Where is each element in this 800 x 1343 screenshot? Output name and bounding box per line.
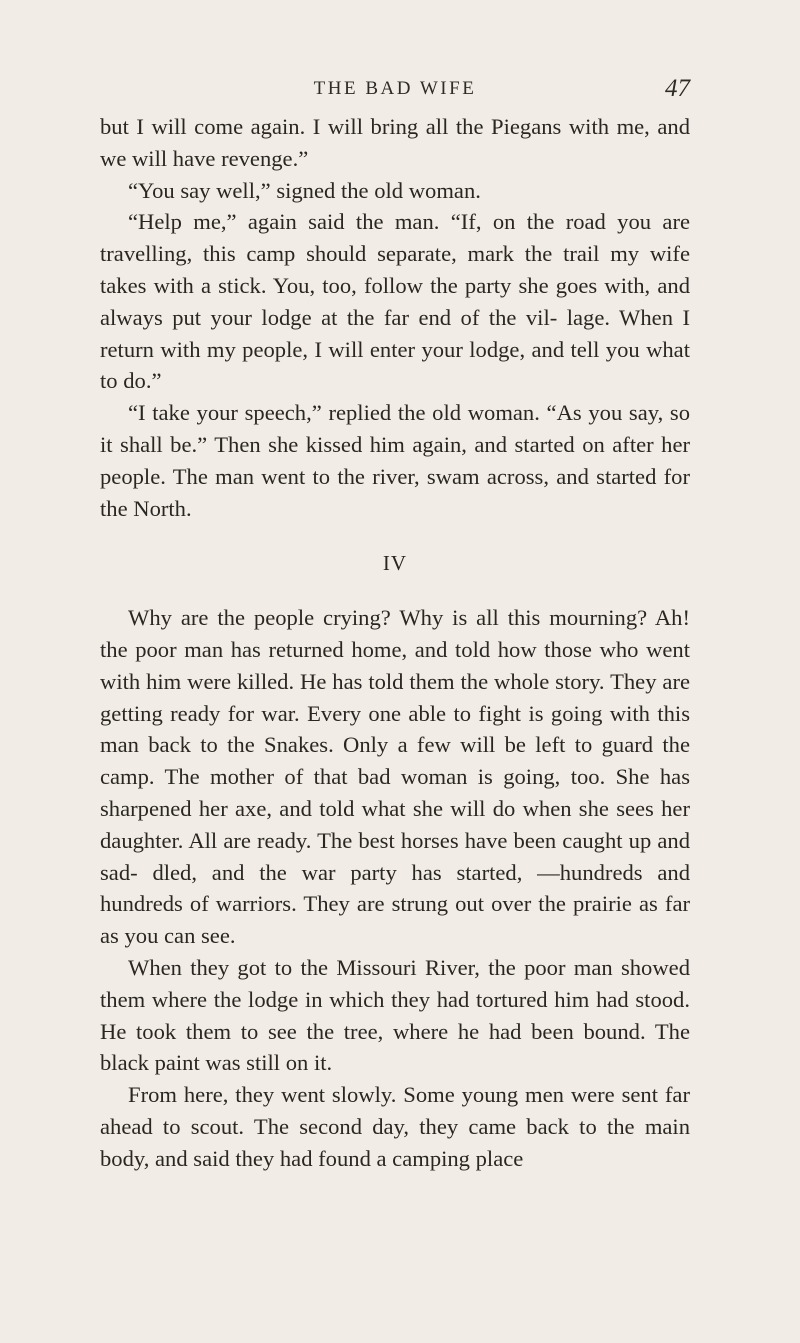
- section-heading: IV: [382, 551, 408, 576]
- paragraph: “You say well,” signed the old woman.: [128, 177, 481, 203]
- paragraph: but I will come again. I will bring all the Piegans with me, and we will have revenge.”: [100, 114, 690, 171]
- running-head: [100, 75, 690, 108]
- page-number: 47: [665, 75, 690, 102]
- paragraph: “I take your speech,” replied the old woman. “As you say, so it shall be.” Then she kissed him again, and started on after her people. The man went to the river, swam across, and started for the North.: [100, 400, 690, 521]
- running-title: THE BAD WIFE: [313, 78, 477, 99]
- paragraph: Why are the people crying? Why is all this mourning? Ah! the poor man has returned home, and told how those who went with him were killed. He has told them the whole story. They are getting ready for war. Every one able to fight is going with this man back to the Snakes. Only a few will be left to guard the camp. The mother of that bad woman is going, too. She has sharpened her axe, and told what she will do when she sees her daughter. All are ready. The best horses have been caught up and sad- dled, and the war party has started, —hundreds and hundreds of warriors. They are strung out over the prairie as far as you can see.: [100, 605, 690, 949]
- paragraph: When they got to the Missouri River, the poor man showed them where the lodge in which they had tortured him had stood. He took them to see the tree, where he had been bound. The black paint was still on it.: [100, 954, 690, 1076]
- paragraph: “Help me,” again said the man. “If, on the road you are travelling, this camp should separate, mark the trail my wife takes with a stick. You, too, follow the party she goes with, and always put your lodge at the far end of the vil- lage. When I return with my people, I will enter your lodge, and tell you what to do.”: [100, 209, 690, 394]
- body-text: [100, 111, 690, 1175]
- paragraph: From here, they went slowly. Some young men were sent far ahead to scout. The second day, they came back to the main body, and said they had found a camping place: [100, 1082, 690, 1171]
